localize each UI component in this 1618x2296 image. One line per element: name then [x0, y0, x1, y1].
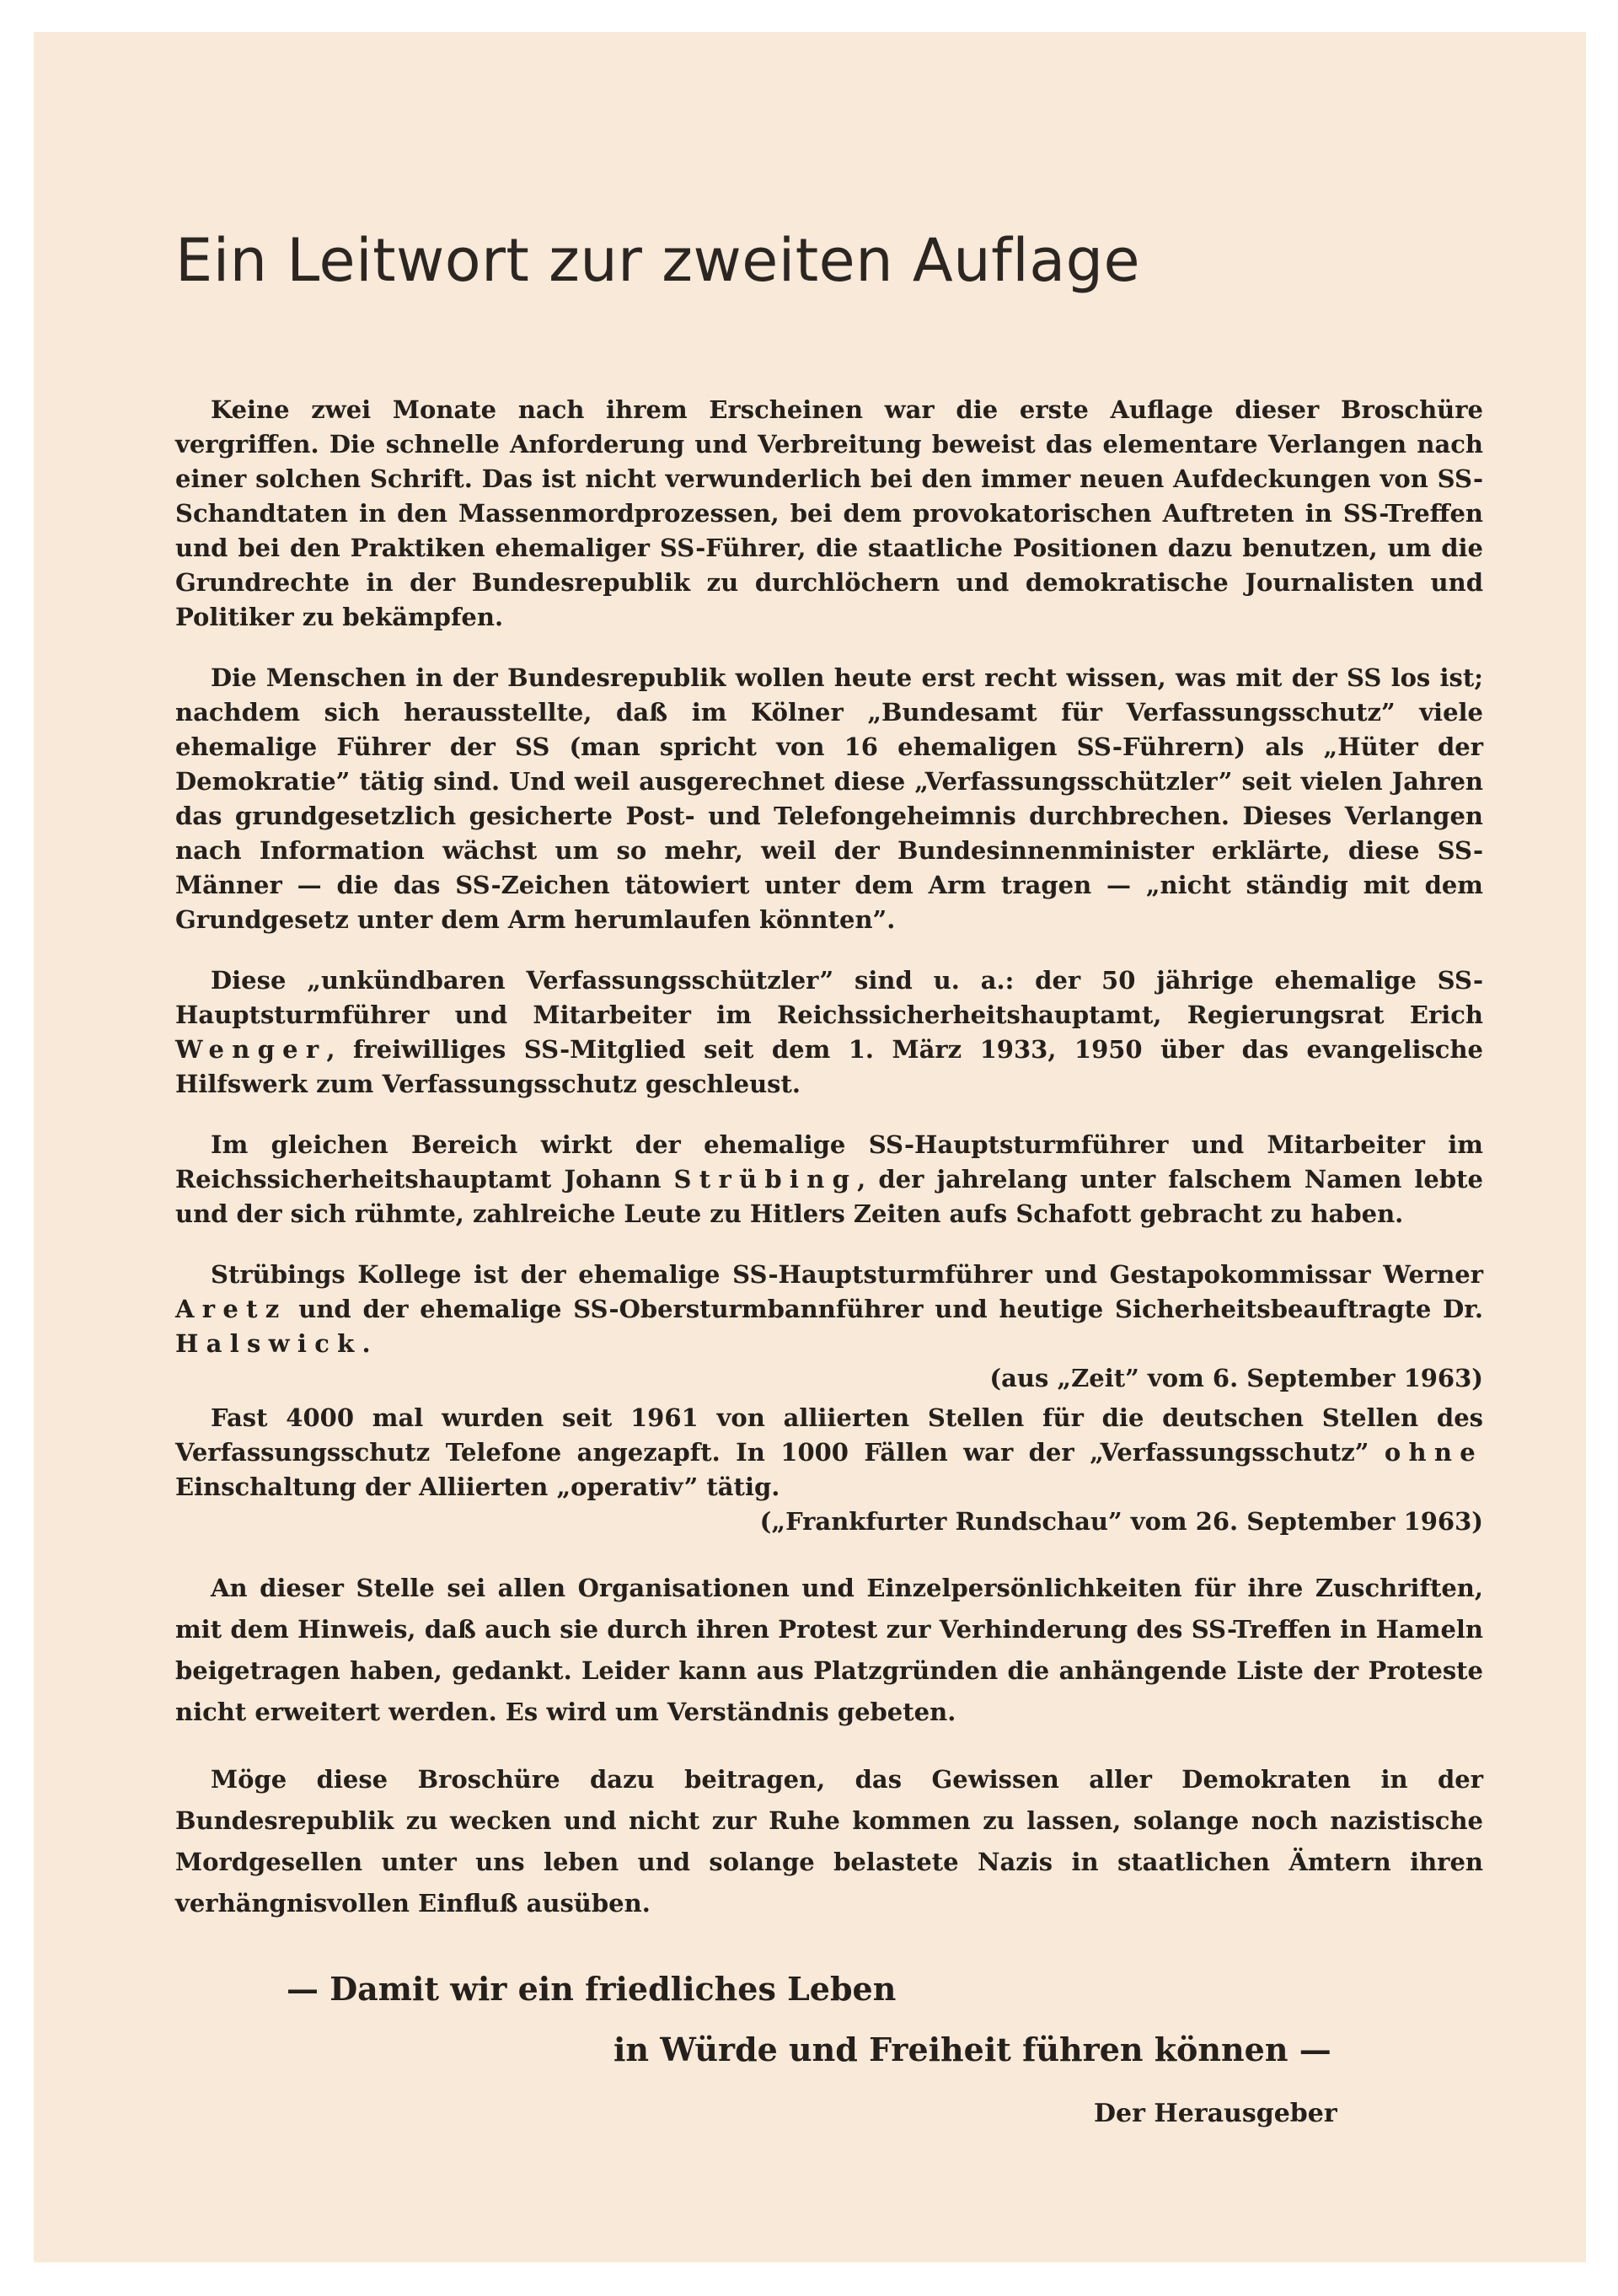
name-halswick: Halswick: [175, 1329, 362, 1358]
source-frankfurter-rundschau: („Frankfurter Rundschau” vom 26. September 1963): [759, 1507, 1483, 1536]
paragraph-5-text-b: und der ehemalige SS-Obersturmbannführer und heutige Sicherheitsbeauftragte Dr.: [298, 1295, 1483, 1323]
paragraph-5-text-c: .: [362, 1329, 371, 1358]
document-title: Ein Leitwort zur zweiten Auflage: [175, 226, 1141, 295]
closing-motto-line-1: — Damit wir ein friedliches Leben: [287, 1970, 897, 2008]
paragraph-7: An dieser Stelle sei allen Organisationen und Einzelpersönlichkeiten für ihre Zuschriften, mit dem Hinweis, daß auch sie durch ihren Protest zur Verhinderung des SS-Treffen in Hameln beigetragen haben, gedankt. Leider kann aus Platzgründen die anhängende Liste der Proteste nicht erweitert werden. Es wird um Verständnis gebeten.: [175, 1574, 1483, 1726]
paragraph-3-text-a: Diese „unkündbaren Verfassungsschützler” sind u. a.: der 50 jährige ehemalige SS-Hauptsturmführer und Mitarbeiter im Reichssicherheitshauptamt, Regierungsrat Erich: [175, 966, 1483, 1029]
paragraph-6: [175, 1401, 1483, 1539]
paragraph-4-text-b: , der jahrelang unter falschem Namen lebte und der sich rühmte, zahlreiche Leute zu Hitlers Zeiten aufs Schafott gebracht zu haben.: [175, 1165, 1483, 1228]
document-page: [34, 32, 1586, 2262]
paragraph-6-text-b: Einschaltung der Alliierten „operativ” tätig.: [175, 1473, 780, 1501]
paragraph-6-text-a: Fast 4000 mal wurden seit 1961 von alliierten Stellen für die deutschen Stellen des Verfassungsschutz Telefone angezapft. In 1000 Fällen war der „Verfassungsschutz”: [175, 1403, 1483, 1467]
paragraph-3: [175, 963, 1483, 1102]
document-body: [175, 393, 1483, 1950]
paragraph-5: [175, 1258, 1483, 1396]
signature: Der Herausgeber: [1094, 2099, 1337, 2128]
name-aretz: Aretz: [175, 1295, 287, 1323]
paragraph-2: Die Menschen in der Bundesrepublik wollen heute erst recht wissen, was mit der SS los ist; nachdem sich herausstellte, daß im Kölner „Bundesamt für Verfassungsschutz” viele ehemalige Führer der SS (man spricht von 16 ehemaligen SS-Führern) als „Hüter der Demokratie” tätig sind. Und weil ausgerechnet diese „Verfassungsschützler” seit vielen Jahren das grundgesetzlich gesicherte Post- und Telefongeheimnis durchbrechen. Dieses Verlangen nach Information wächst um so mehr, weil der Bundesinnenminister erklärte, diese SS-Männer — die das SS-Zeichen tätowiert unter dem Arm tragen — „nicht ständig mit dem Grundgesetz unter dem Arm herumlaufen könnten”.: [175, 663, 1483, 934]
name-struebing: Strübing: [673, 1165, 858, 1194]
paragraph-3-text-b: , freiwilliges SS-Mitglied seit dem 1. März 1933, 1950 über das evangelische Hilfswerk zum Verfassungsschutz geschleust.: [175, 1035, 1483, 1098]
paragraph-8: Möge diese Broschüre dazu beitragen, das Gewissen aller Demokraten in der Bundesrepublik zu wecken und nicht zur Ruhe kommen zu lassen, solange noch nazistische Mordgesellen unter uns leben und solange belastete Nazis in staatlichen Ämtern ihren verhängnisvollen Einfluß ausüben.: [175, 1765, 1483, 1918]
paragraph-4: [175, 1128, 1483, 1231]
emphasis-ohne: ohne: [1384, 1438, 1483, 1467]
paragraph-5-text-a: Strübings Kollege ist der ehemalige SS-Hauptsturmführer und Gestapokommissar Werner: [211, 1260, 1483, 1289]
paragraph-1: Keine zwei Monate nach ihrem Erscheinen war die erste Auflage dieser Broschüre vergriffen. Die schnelle Anforderung und Verbreitung beweist das elementare Verlangen nach einer solchen Schrift. Das ist nicht verwunderlich bei den immer neuen Aufdeckungen von SS-Schandtaten in den Massenmordprozessen, bei dem provokatorischen Auftreten in SS-Treffen und bei den Praktiken ehemaliger SS-Führer, die staatliche Positionen dazu benutzen, um die Grundrechte in der Bundesrepublik zu durchlöchern und demokratische Journalisten und Politiker zu bekämpfen.: [175, 395, 1483, 631]
name-wenger: Wenger: [175, 1035, 327, 1064]
source-zeit: (aus „Zeit” vom 6. September 1963): [989, 1364, 1483, 1392]
paragraph-4-text-a: Im gleichen Bereich wirkt der ehemalige SS-Hauptsturmführer und Mitarbeiter im Reichssicherheitshauptamt Johann: [175, 1130, 1483, 1194]
closing-motto-line-2: in Würde und Freiheit führen können —: [613, 2030, 1331, 2068]
